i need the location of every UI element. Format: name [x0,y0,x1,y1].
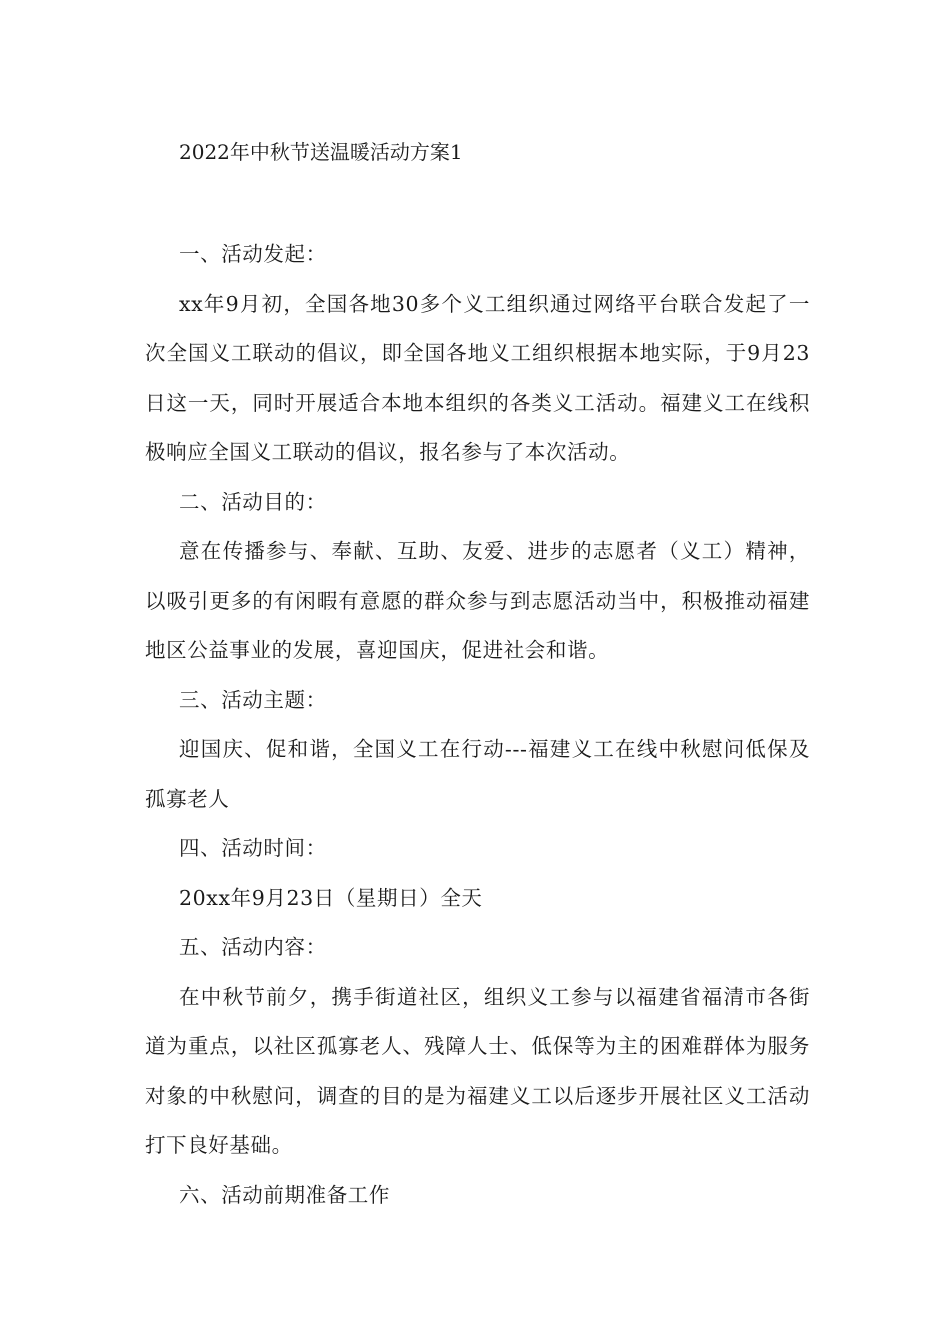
document-title: 2022年中秋节送温暖活动方案1 [179,140,463,164]
paragraph-activity-origin: xx年9月初，全国各地30多个义工组织通过网络平台联合发起了一次全国义工联动的倡议，即全国各地义工组织根据本地实际，于9月23日这一天，同时开展适合本地本组织的各类义工活动。福建义工在线积极响应全国义工联动的倡议，报名参与了本次活动。 [145,291,810,464]
paragraph-activity-purpose: 意在传播参与、奉献、互助、友爱、进步的志愿者（义工）精神，以吸引更多的有闲暇有意愿的群众参与到志愿活动当中，积极推动福建地区公益事业的发展，喜迎国庆，促进社会和谐。 [145,539,810,662]
section-heading-5: 五、活动内容： [179,935,327,959]
paragraph-activity-content: 在中秋节前夕，携手街道社区，组织义工参与以福建省福清市各街道为重点，以社区孤寡老人、残障人士、低保等为主的困难群体为服务对象的中秋慰问，调查的目的是为福建义工以后逐步开展社区义工活动打下良好基础。 [145,984,810,1157]
section-heading-2: 二、活动目的： [179,489,327,514]
paragraph-activity-theme: 迎国庆、促和谐，全国义工在行动---福建义工在线中秋慰问低保及孤寡老人 [145,737,810,811]
section-heading-1: 一、活动发起： [179,242,327,266]
section-heading-4: 四、活动时间： [179,836,327,860]
section-heading-3: 三、活动主题： [179,687,327,712]
paragraph-activity-time: 20xx年9月23日（星期日）全天 [179,885,483,910]
document-body [145,230,810,1220]
section-heading-6: 六、活动前期准备工作 [179,1182,390,1207]
